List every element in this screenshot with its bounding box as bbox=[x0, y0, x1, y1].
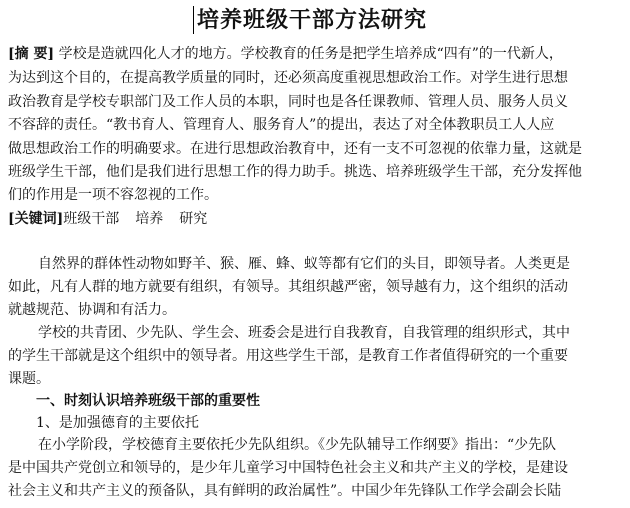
abstract-label: [摘 要] bbox=[8, 46, 55, 62]
body-paragraph-line[interactable]: 在小学阶段，学校德育主要依托少先队组织。《少先队辅导工作纲要》指出：“少先队 bbox=[38, 437, 557, 453]
document-title[interactable]: 培养班级干部方法研究 bbox=[197, 7, 428, 33]
body-paragraph-line[interactable]: 学校的共青团、少先队、学生会、班委会是进行自我教育，自我管理的组织形式，其中 bbox=[38, 325, 570, 341]
keyword-item: 班级干部 bbox=[63, 211, 120, 227]
abstract-line[interactable] bbox=[8, 44, 626, 64]
keyword-item: 培养 bbox=[135, 211, 164, 227]
keyword-item: 研究 bbox=[179, 211, 208, 227]
abstract-line[interactable]: 为达到这个目的，在提高教学质量的同时，还必须高度重视思想政治工作。对学生进行思想 bbox=[8, 70, 568, 86]
keywords-label: [关键词] bbox=[8, 211, 64, 227]
section-heading[interactable]: 一、时刻认识培养班级干部的重要性 bbox=[36, 393, 260, 409]
keywords-line[interactable] bbox=[8, 209, 626, 229]
body-paragraph-line[interactable]: 课题。 bbox=[8, 371, 50, 387]
body-paragraph-line[interactable]: 的学生干部就是这个组织中的领导者。用这些学生干部，是教育工作者值得研究的一个重要 bbox=[8, 348, 568, 364]
abstract-line[interactable]: 不容辞的责任。“教书育人、管理育人、服务育人”的提出，表达了对全体教职员工人人应 bbox=[8, 117, 555, 133]
body-paragraph-line[interactable]: 如此，凡有人群的地方就要有组织，有领导。其组织越严密，领导越有力，这个组织的活动 bbox=[8, 279, 568, 295]
abstract-line[interactable]: 班级学生干部，他们是我们进行思想工作的得力助手。挑选、培养班级学生干部，充分发挥他 bbox=[8, 164, 582, 180]
body-paragraph-line[interactable]: 就越规范、协调和有活力。 bbox=[8, 302, 176, 318]
abstract-line[interactable]: 政治教育是学校专职部门及工作人员的本职，同时也是各任课教师、管理人员、服务人员义 bbox=[8, 94, 568, 110]
body-paragraph-line[interactable]: 自然界的群体性动物如野羊、猴、雁、蜂、蚁等都有它们的头目，即领导者。人类更是 bbox=[38, 256, 570, 272]
body-paragraph-line[interactable]: 社会主义和共产主义的预备队，具有鲜明的政治属性”。中国少年先锋队工作学会副会长陆 bbox=[8, 483, 562, 499]
abstract-text: 学校是造就四化人才的地方。学校教育的任务是把学生培养成“四有”的一代新人， bbox=[58, 46, 563, 62]
abstract-line[interactable]: 做思想政治工作的明确要求。在进行思想政治教育中，还有一支不可忽视的依靠力量，这就是 bbox=[8, 141, 582, 157]
text-cursor bbox=[193, 6, 194, 34]
subsection-heading[interactable]: 1、是加强德育的主要依托 bbox=[36, 415, 199, 431]
abstract-line[interactable]: 们的作用是一项不容忽视的工作。 bbox=[8, 187, 218, 203]
body-paragraph-line[interactable]: 是中国共产党创立和领导的，是少年儿童学习中国特色社会主义和共产主义的学校，是建设 bbox=[8, 460, 568, 476]
